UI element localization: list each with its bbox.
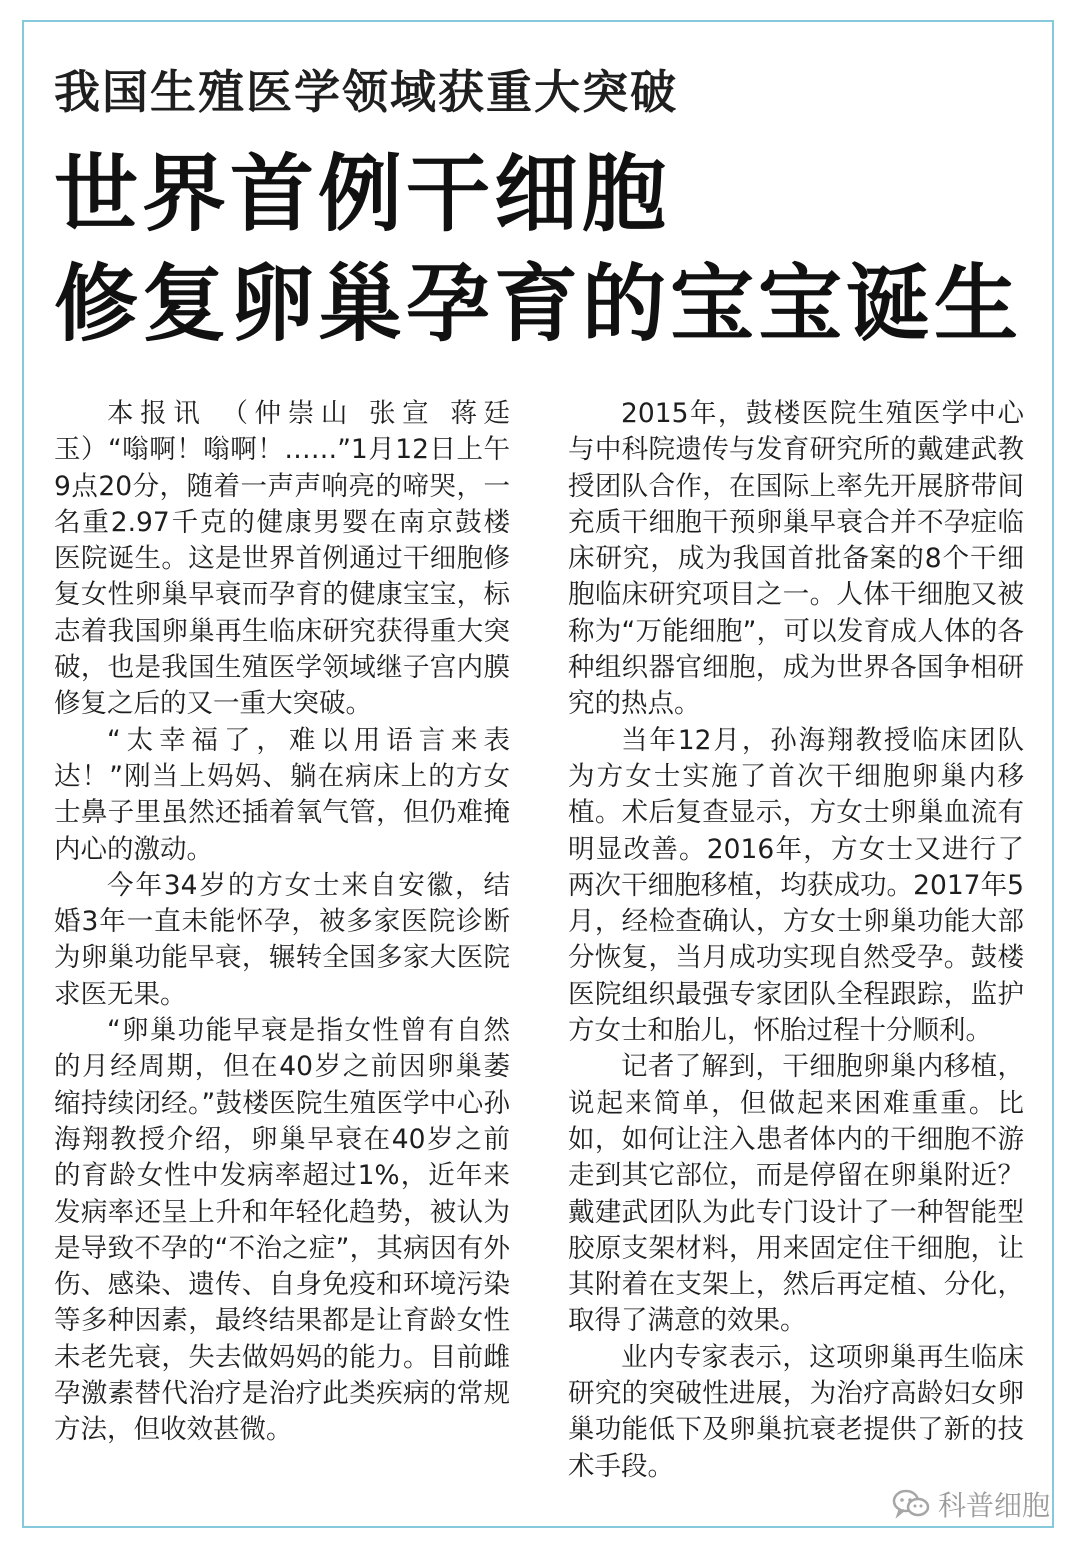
paragraph: 2015年，鼓楼医院生殖医学中心与中科院遗传与发育研究所的戴建武教授团队合作，在国际上率先开展脐带间充质干细胞干预卵巢早衰合并不孕症临床研究，成为我国首批备案的8个干细胞临床研究项目之一。人体干细胞又被称为“万能细胞”，可以发育成人体的各种组织器官细胞，成为世界各国争相研究的热点。 <box>568 398 1024 720</box>
watermark <box>892 1484 1050 1524</box>
paragraph: 业内专家表示，这项卵巢再生临床研究的突破性进展，为治疗高龄妇女卵巢功能低下及卵巢抗衰老提供了新的技术手段。 <box>568 1341 1024 1482</box>
article-column-right <box>568 396 1024 1485</box>
paragraph: 今年34岁的方女士来自安徽，结婚3年一直未能怀孕，被多家医院诊断为卵巢功能早衰，辗转全国多家大医院求医无果。 <box>54 869 510 1010</box>
wechat-icon <box>892 1488 930 1520</box>
paragraph: 记者了解到，干细胞卵巢内移植，说起来简单，但做起来困难重重。比如，如何让注入患者体内的干细胞不游走到其它部位，而是停留在卵巢附近？戴建武团队为此专门设计了一种智能型胶原支架材料，用来固定住干细胞，让其附着在支架上，然后再定植、分化，取得了满意的效果。 <box>568 1051 1024 1337</box>
main-headline-line-1: 世界首例干细胞 <box>54 145 671 243</box>
paragraph: 当年12月，孙海翔教授临床团队为方女士实施了首次干细胞卵巢内移植。术后复查显示，方女士卵巢血流有明显改善。2016年，方女士又进行了两次干细胞移植，均获成功。2017年5月，经检查确认，方女士卵巢功能大部分恢复，当月成功实现自然受孕。鼓楼医院组织最强专家团队全程跟踪，监护方女士和胎儿，怀胎过程十分顺利。 <box>568 724 1024 1047</box>
kicker-headline: 我国生殖医学领域获重大突破 <box>54 65 678 119</box>
article-column-left <box>54 396 510 1449</box>
watermark-text: 科普细胞 <box>937 1489 1050 1522</box>
paragraph: “卵巢功能早衰是指女性曾有自然的月经周期，但在40岁之前因卵巢萎缩持续闭经。”鼓楼医院生殖医学中心孙海翔教授介绍，卵巢早衰在40岁之前的育龄女性中发病率超过1%，近年来发病率还呈上升和年轻化趋势，被认为是导致不孕的“不治之症”，其病因有外伤、感染、遗传、自身免疫和环境污染等多种因素，最终结果都是让育龄女性未老先衰，失去做妈妈的能力。目前雌孕激素替代治疗是治疗此类疾病的常规方法，但收效甚微。 <box>54 1015 510 1446</box>
main-headline-line-2: 修复卵巢孕育的宝宝诞生 <box>54 255 1023 353</box>
paragraph: 本报讯 （仲崇山 张宣 蒋廷玉）“嗡啊！嗡啊！……”1月12日上午9点20分，随着一声声响亮的啼哭，一名重2.97千克的健康男婴在南京鼓楼医院诞生。这是世界首例通过干细胞修复女性卵巢早衰而孕育的健康宝宝，标志着我国卵巢再生临床研究获得重大突破，也是我国生殖医学领域继子宫内膜修复之后的又一重大突破。 <box>54 398 510 720</box>
paragraph: “太幸福了，难以用语言来表达！”刚当上妈妈、躺在病床上的方女士鼻子里虽然还插着氧气管，但仍难掩内心的激动。 <box>54 724 510 865</box>
